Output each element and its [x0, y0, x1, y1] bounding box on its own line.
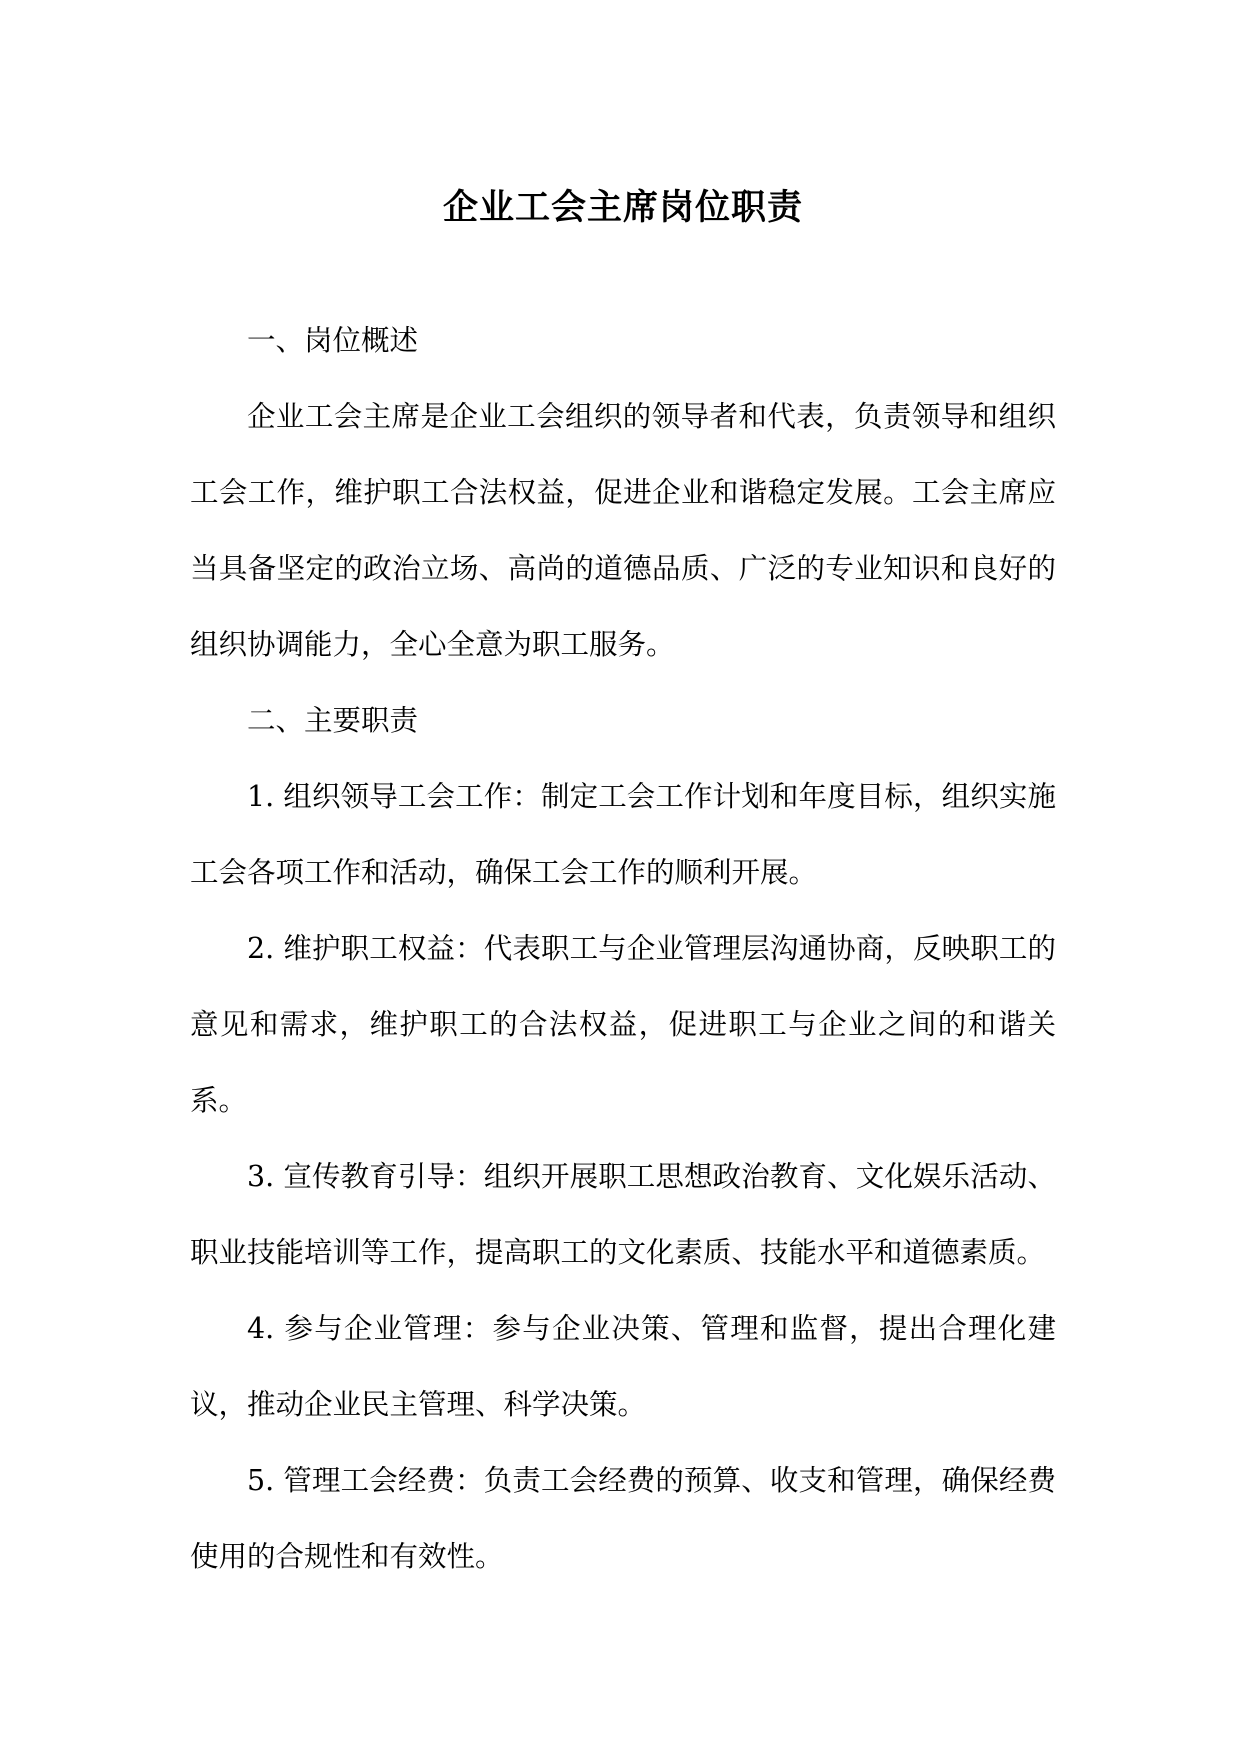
- duty-item-5: 5. 管理工会经费：负责工会经费的预算、收支和管理，确保经费使用的合规性和有效性。: [190, 1464, 1056, 1573]
- duty-item-1: 1. 组织领导工会工作：制定工会工作计划和年度目标，组织实施工会各项工作和活动，确保工会工作的顺利开展。: [190, 780, 1056, 889]
- section-heading-overview: 一、岗位概述: [247, 324, 419, 357]
- section-heading-duties: 二、主要职责: [247, 704, 419, 737]
- duty-item-3: 3. 宣传教育引导：组织开展职工思想政治教育、文化娱乐活动、职业技能培训等工作，提高职工的文化素质、技能水平和道德素质。: [190, 1160, 1056, 1269]
- document-body: [190, 303, 1056, 1595]
- paragraph-overview: 企业工会主席是企业工会组织的领导者和代表，负责领导和组织工会工作，维护职工合法权益，促进企业和谐稳定发展。工会主席应当具备坚定的政治立场、高尚的道德品质、广泛的专业知识和良好的组织协调能力，全心全意为职工服务。: [190, 400, 1056, 661]
- duty-item-4: 4. 参与企业管理：参与企业决策、管理和监督，提出合理化建议，推动企业民主管理、科学决策。: [190, 1312, 1056, 1421]
- duty-item-2: 2. 维护职工权益：代表职工与企业管理层沟通协商，反映职工的意见和需求，维护职工的合法权益，促进职工与企业之间的和谐关系。: [190, 932, 1056, 1117]
- document-title: 企业工会主席岗位职责: [442, 187, 803, 228]
